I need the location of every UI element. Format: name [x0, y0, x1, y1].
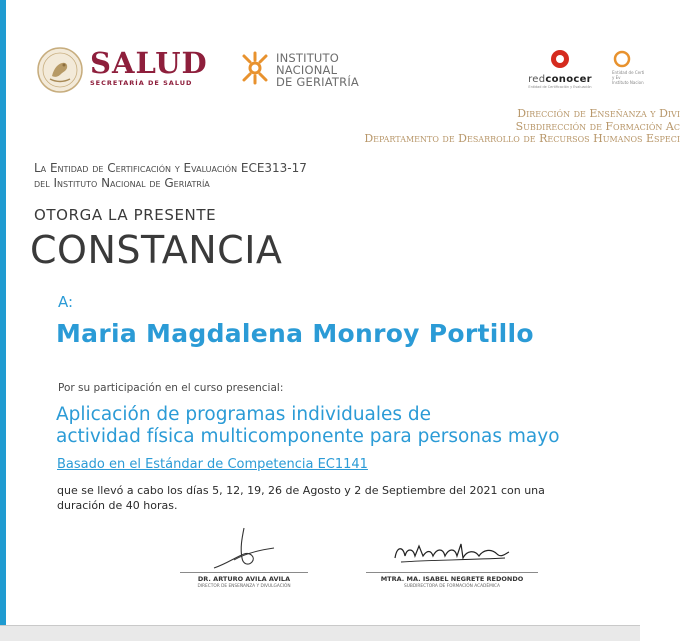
competency-standard-link[interactable]: Basado en el Estándar de Competencia EC1141 — [57, 457, 368, 472]
signature-block-director — [174, 524, 314, 589]
course-title-line: Aplicación de programas individuales de — [56, 404, 432, 425]
inger-line: NACIONAL — [276, 63, 338, 77]
signature-line — [180, 572, 308, 573]
salud-subtitle: SECRETARÍA DE SALUD — [90, 79, 193, 87]
partner-logo-icon — [612, 50, 632, 68]
red-conocer-logo — [524, 48, 596, 89]
partner-logo-fine-print — [612, 70, 644, 85]
dates-line: que se llevó a cabo los días 5, 12, 19, 26 de Agosto y 2 de Septiembre del 2021 con una — [57, 484, 545, 497]
partner-fine-line: Entidad de Certi — [612, 70, 645, 75]
signatory-name: DR. ARTURO AVILA AVILA — [197, 575, 291, 583]
red-conocer-logo-icon — [549, 48, 571, 70]
signature-mark — [204, 524, 284, 572]
signature-line — [366, 572, 538, 573]
entity-line: La Entidad de Certificación y Evaluación ECE313-17 — [34, 161, 307, 175]
signatory-title: DIRECTOR DE ENSEÑANZA Y DIVULGACIÓN — [197, 584, 291, 589]
left-accent-bar — [0, 0, 6, 625]
course-title-line: actividad física multicomponente para personas mayo — [56, 426, 560, 447]
signature-mark — [387, 524, 517, 572]
inger-wordmark — [276, 52, 359, 88]
red-conocer-fine-print: Entidad de Certificación y Evaluación — [528, 85, 592, 89]
department-line: Subdirección de Formación Ac — [515, 119, 680, 133]
inger-line: INSTITUTO — [276, 51, 340, 65]
red-prefix: red — [528, 74, 546, 85]
signatory-name: MTRA. MA. ISABEL NEGRETE REDONDO — [380, 575, 524, 583]
department-line: Dirección de Enseñanza y Divi — [517, 107, 680, 120]
inger-line: DE GERIATRÍA — [276, 75, 359, 89]
salud-logo — [90, 48, 208, 87]
partner-fine-line: Instituto Nacion — [612, 80, 644, 85]
issuing-entity — [34, 161, 307, 191]
partner-fine-line: y Ev — [612, 75, 621, 80]
conocer-word: conocer — [545, 74, 592, 85]
entity-line: del Instituto Nacional de Geriatría — [34, 176, 210, 190]
certificate-title: CONSTANCIA — [30, 228, 283, 272]
participation-intro: Por su participación en el curso presencial: — [58, 382, 284, 394]
grants-heading: OTORGA LA PRESENTE — [34, 206, 217, 224]
viewer-bottom-bar — [0, 625, 640, 641]
dates-line: duración de 40 horas. — [57, 499, 178, 512]
course-title — [56, 404, 560, 448]
department-header — [364, 108, 680, 146]
department-line: Departamento de Desarrollo de Recursos Humanos Especi — [364, 132, 680, 145]
signature-block-subdirector — [360, 524, 544, 589]
red-conocer-wordmark — [524, 74, 596, 85]
inger-logo-icon — [238, 50, 272, 86]
signatory-title: SUBDIRECTORA DE FORMACIÓN ACADÉMICA — [404, 584, 500, 589]
coat-of-arms-seal — [36, 46, 84, 94]
recipient-label: A: — [58, 293, 74, 311]
course-dates — [57, 483, 632, 513]
salud-wordmark: SALUD — [90, 46, 208, 80]
recipient-name: Maria Magdalena Monroy Portillo — [56, 319, 534, 348]
